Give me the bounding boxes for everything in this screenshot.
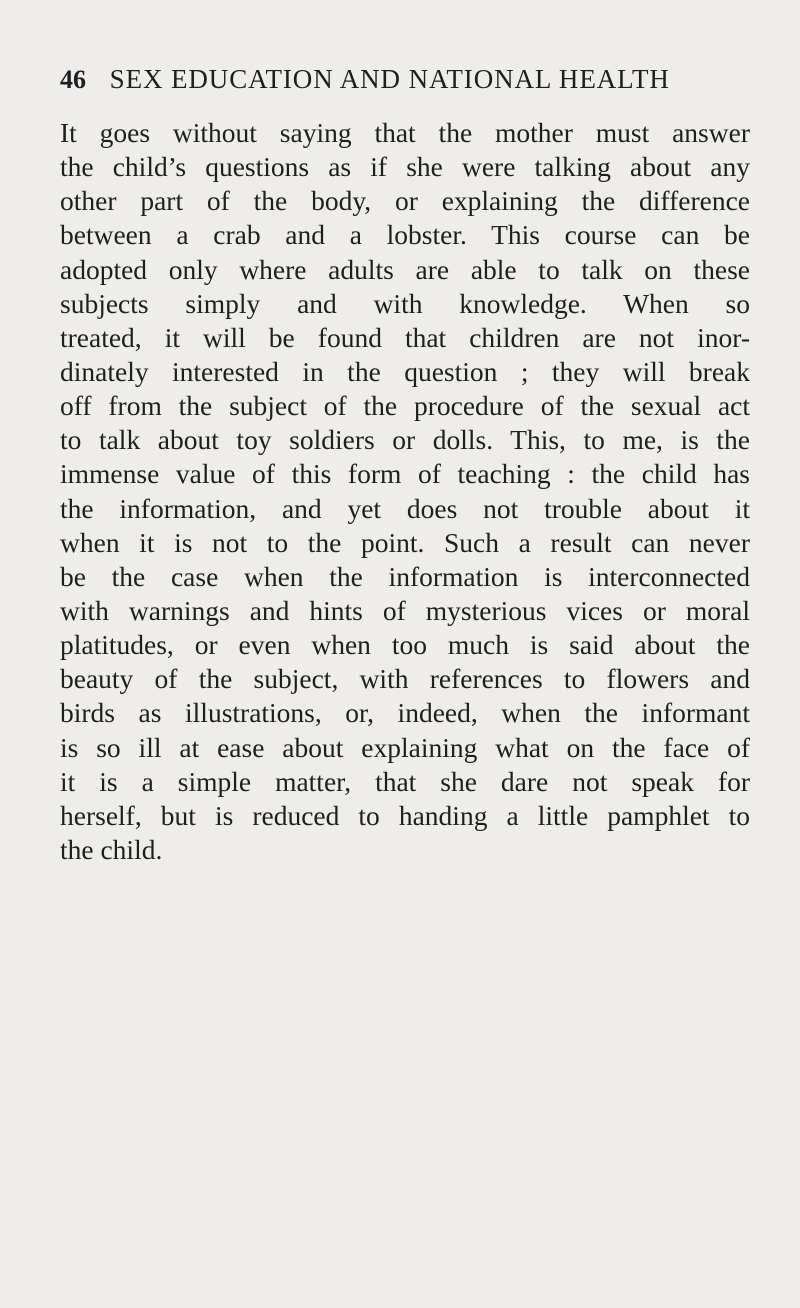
text-line: beauty of the subject, with references to flowers and: [60, 663, 750, 695]
text-line: platitudes, or even when too much is said about the: [60, 629, 750, 661]
text-line: herself, but is reduced to handing a little pamphlet to: [60, 799, 750, 831]
text-line: be the case when the information is interconnected: [60, 560, 750, 592]
body-paragraph: [60, 116, 750, 867]
text-line: to talk about toy soldiers or dolls. This, to me, is the: [60, 424, 750, 456]
text-line: birds as illustrations, or, indeed, when the informant: [60, 697, 750, 729]
text-line: subjects simply and with knowledge. When so: [60, 287, 750, 319]
text-line: adopted only where adults are able to talk on these: [60, 253, 750, 285]
text-line: when it is not to the point. Such a result can never: [60, 526, 750, 558]
text-line: dinately interested in the question ; they will break: [60, 355, 750, 387]
text-line: treated, it will be found that children are not inor-: [60, 321, 750, 353]
text-line: the information, and yet does not trouble about it: [60, 492, 750, 524]
text-line: other part of the body, or explaining the difference: [60, 185, 750, 217]
text-line: is so ill at ease about explaining what on the face of: [60, 731, 750, 763]
text-line-last: the child.: [60, 833, 163, 865]
text-line: it is a simple matter, that she dare not speak for: [60, 765, 750, 797]
running-head: [60, 59, 740, 99]
text-line: off from the subject of the procedure of the sexual act: [60, 390, 750, 422]
running-title: SEX EDUCATION AND NATIONAL HEALTH: [109, 64, 670, 94]
text-line: between a crab and a lobster. This course can be: [60, 219, 750, 251]
page-number: 46: [60, 65, 86, 94]
text-line: immense value of this form of teaching : the child has: [60, 458, 750, 490]
text-line: It goes without saying that the mother must answer: [60, 117, 750, 148]
text-line: the child’s questions as if she were talking about any: [60, 151, 750, 183]
text-line: with warnings and hints of mysterious vices or moral: [60, 594, 750, 626]
